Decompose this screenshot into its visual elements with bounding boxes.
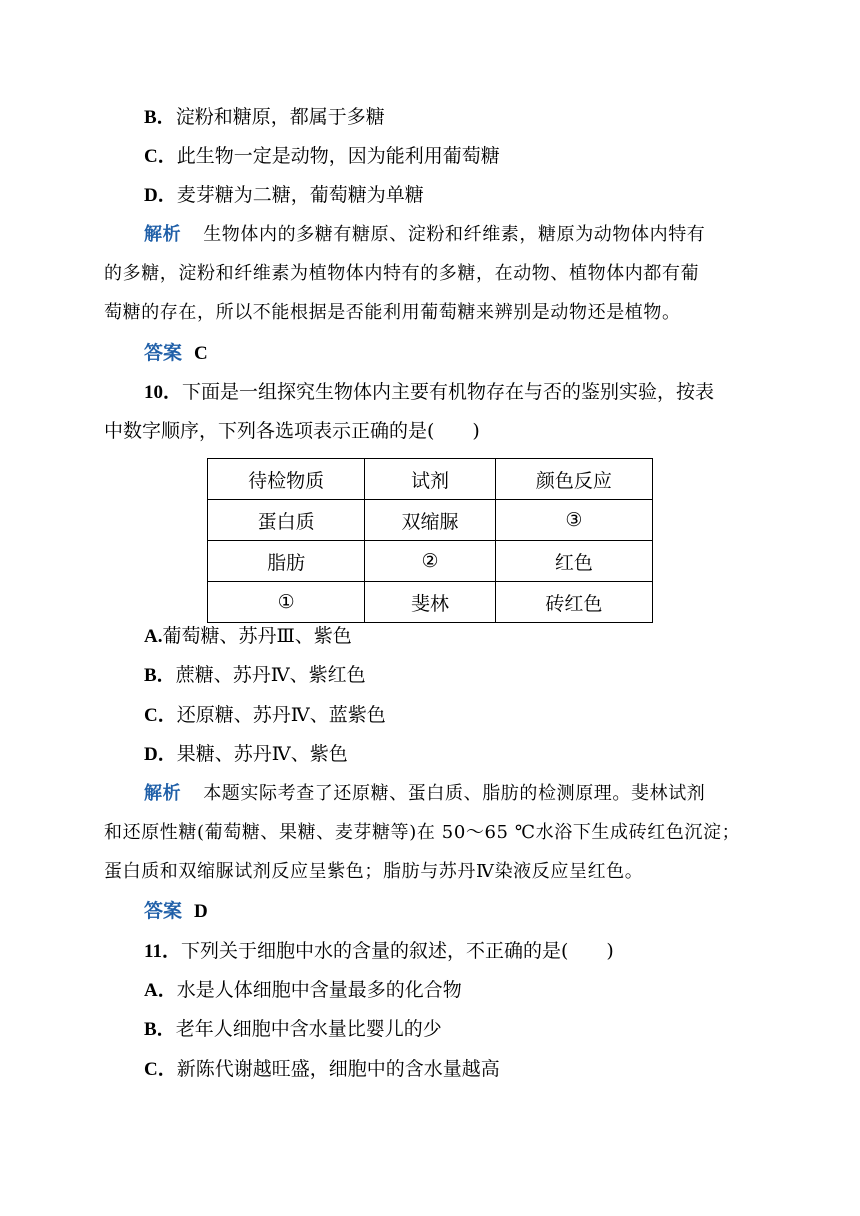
q10-answer-value: D (194, 901, 208, 922)
q10-analysis-line-3: 蛋白质和双缩脲试剂反应呈紫色；脂肪与苏丹Ⅳ染液反应呈红色。 (104, 861, 644, 882)
q10-stem-line-2: 中数字顺序，下列各选项表示正确的是( ) (104, 420, 480, 442)
q10-option-b (144, 666, 366, 685)
q10-option-c (144, 706, 386, 725)
q9-option-c-text: 此生物一定是动物，因为能利用葡萄糖 (176, 145, 500, 167)
q11-option-c-label: C． (144, 1059, 177, 1080)
q9-option-b (144, 108, 385, 127)
q9-answer-label: 答案 (144, 342, 183, 364)
q10-analysis-text-1: 本题实际考查了还原糖、蛋白质、脂肪的检测原理。斐林试剂 (203, 783, 706, 804)
q11-option-b (144, 1020, 442, 1039)
q9-option-b-text: 淀粉和糖原，都属于多糖 (175, 106, 385, 128)
table-cell: ③ (495, 500, 652, 541)
q10-option-a-label: A. (144, 626, 163, 647)
q11-option-c-text: 新陈代谢越旺盛，细胞中的含水量越高 (176, 1058, 500, 1080)
q10-table (207, 458, 653, 623)
q10-option-c-label: C． (144, 705, 177, 726)
q11-option-a-text: 水是人体细胞中含量最多的化合物 (176, 979, 462, 1001)
q9-analysis-label: 解析 (144, 224, 182, 245)
q10-option-b-text: 蔗糖、苏丹Ⅳ、紫红色 (175, 664, 366, 686)
table-cell: 斐林 (365, 582, 495, 623)
table-cell: ① (208, 582, 365, 623)
q10-option-d-text: 果糖、苏丹Ⅳ、紫色 (176, 743, 348, 765)
q9-option-c-label: C． (144, 146, 177, 167)
q11-option-b-label: B． (144, 1019, 176, 1040)
table-cell: 红色 (495, 541, 652, 582)
q9-analysis-line-2: 的多糖，淀粉和纤维素为植物体内特有的多糖，在动物、植物体内都有葡 (104, 263, 700, 284)
q9-option-d (144, 186, 424, 205)
table-header-cell: 试剂 (365, 459, 495, 500)
q9-analysis-line-1 (144, 226, 705, 244)
q10-analysis-line-2: 和还原性糖(葡萄糖、果糖、麦芽糖等)在 50～65 ℃水浴下生成砖红色沉淀； (104, 822, 741, 843)
q10-stem-text-1: 下面是一组探究生物体内主要有机物存在与否的鉴别实验，按表 (182, 381, 715, 403)
q9-option-d-label: D． (144, 185, 177, 206)
q9-analysis-line-3: 萄糖的存在，所以不能根据是否能利用葡萄糖来辨别是动物还是植物。 (104, 302, 681, 323)
q9-answer-value: C (194, 343, 208, 364)
table-cell: 蛋白质 (208, 500, 365, 541)
table-cell: 脂肪 (208, 541, 365, 582)
q10-stem-line-1 (144, 383, 714, 402)
q11-option-c (144, 1060, 500, 1079)
q11-stem-text: 下列关于细胞中水的含量的叙述，不正确的是( ) (180, 940, 614, 962)
q11-option-a (144, 981, 462, 1000)
q10-option-d (144, 745, 348, 764)
q10-analysis-label: 解析 (144, 783, 182, 804)
q10-option-a-text: 葡萄糖、苏丹Ⅲ、紫色 (162, 625, 352, 647)
table-header-cell: 待检物质 (208, 459, 365, 500)
q10-option-d-label: D． (144, 744, 177, 765)
table-cell: 双缩脲 (365, 500, 495, 541)
table-cell: ② (365, 541, 495, 582)
q10-answer (144, 902, 208, 921)
q11-option-a-label: A． (144, 980, 177, 1001)
q9-option-b-label: B． (144, 107, 176, 128)
table-row (208, 582, 653, 623)
q10-option-b-label: B． (144, 665, 176, 686)
table-row (208, 500, 653, 541)
q11-stem (144, 942, 614, 961)
q10-number: 10． (144, 382, 183, 403)
table-cell: 砖红色 (495, 582, 652, 623)
q10-option-a (144, 627, 352, 646)
q9-option-d-text: 麦芽糖为二糖，葡萄糖为单糖 (176, 184, 424, 206)
q9-analysis-text-1: 生物体内的多糖有糖原、淀粉和纤维素，糖原为动物体内特有 (203, 224, 706, 245)
table-header-cell: 颜色反应 (495, 459, 652, 500)
q10-answer-label: 答案 (144, 900, 183, 922)
q11-number: 11． (144, 941, 181, 962)
table-row (208, 541, 653, 582)
q9-option-c (144, 147, 500, 166)
q10-option-c-text: 还原糖、苏丹Ⅳ、蓝紫色 (176, 704, 386, 726)
q11-option-b-text: 老年人细胞中含水量比婴儿的少 (175, 1018, 442, 1040)
table-header-row (208, 459, 653, 500)
q10-analysis-line-1 (144, 785, 705, 803)
q9-answer (144, 344, 208, 363)
